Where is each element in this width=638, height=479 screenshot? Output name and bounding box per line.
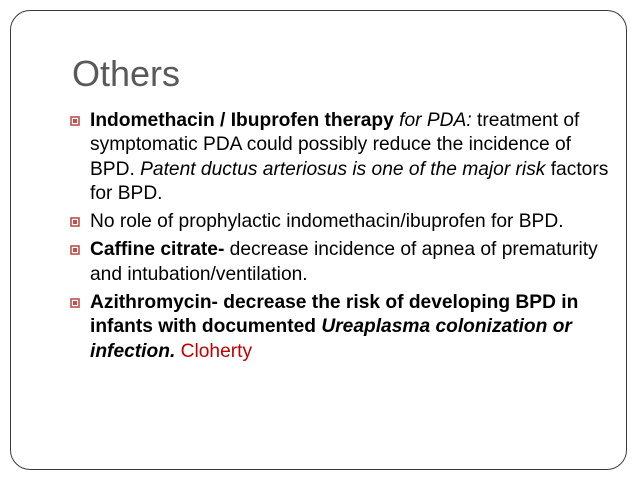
slide-title: Others bbox=[72, 53, 181, 94]
square-bullet-icon bbox=[70, 217, 80, 227]
bullet-list bbox=[70, 109, 610, 368]
square-bullet-icon bbox=[70, 245, 80, 255]
bullet-prophylactic bbox=[70, 210, 610, 234]
bullet-bold-text: Indomethacin / Ibuprofen therapy bbox=[90, 110, 394, 131]
bullet-italic-text: for PDA: bbox=[393, 110, 472, 131]
bullet-bold-italic-text: Ureaplasma colonization or infection. bbox=[90, 316, 572, 362]
bullet-italic-text-2: Patent ductus arteriosus is one of the major risk bbox=[140, 158, 546, 180]
bullet-bold-text: Caffine citrate- bbox=[90, 239, 225, 261]
bullet-indomethacin bbox=[70, 109, 610, 206]
square-bullet-icon bbox=[70, 298, 80, 308]
bullet-bold-text: Azithromycin- decrease the risk of developing BPD in infants with documented bbox=[90, 292, 579, 338]
bullet-text: treatment of symptomatic PDA could possibly reduce the incidence of BPD. bbox=[90, 110, 580, 180]
bullet-caffeine bbox=[70, 238, 610, 287]
bullet-text: decrease incidence of apnea of prematurity and intubation/ventilation. bbox=[90, 239, 598, 285]
bullet-azithromycin bbox=[70, 291, 610, 364]
citation-text: Cloherty bbox=[175, 340, 253, 362]
square-bullet-icon bbox=[70, 116, 80, 126]
bullet-text: No role of prophylactic indomethacin/ibuprofen for BPD. bbox=[90, 211, 564, 233]
bullet-text-2: factors for BPD. bbox=[90, 158, 609, 204]
